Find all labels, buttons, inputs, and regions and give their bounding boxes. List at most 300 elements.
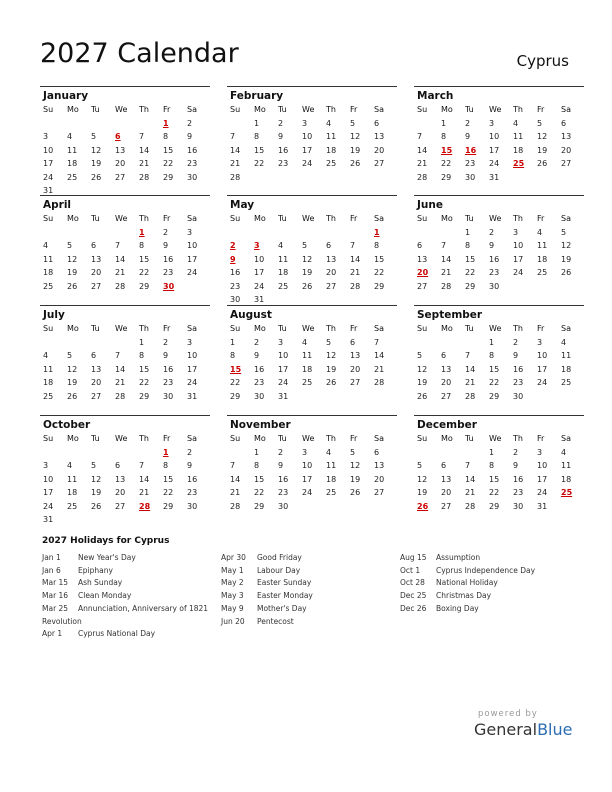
month-december [414,415,584,513]
holiday-item [42,603,220,616]
day-cell: 27 [91,281,102,291]
holiday-day-cell: 6 [115,132,121,141]
month-november [227,415,397,513]
empty-cell [40,117,64,131]
day-cell: 13 [115,145,126,155]
day-cell: 11 [561,461,572,470]
day-cell: 3 [489,118,495,128]
weekday-header: Tu [91,434,100,443]
day-cell: 21 [230,159,241,168]
weekday-header: Su [417,324,428,333]
holiday-name: Clean Monday [78,591,132,601]
holiday-day-cell: 25 [561,488,573,497]
weekday-header: Th [326,434,336,443]
holiday-name: National Holiday [436,578,498,588]
day-cell: 20 [115,159,126,168]
weekday-header: Th [139,214,149,223]
weekday-header: Th [513,324,523,333]
day-cell: 17 [43,159,54,168]
holiday-name: Epiphany [78,565,113,575]
day-cell: 1 [489,447,495,457]
day-cell: 30 [254,391,265,401]
day-cell: 5 [417,461,423,470]
day-cell: 19 [67,378,78,387]
day-cell: 1 [254,447,260,457]
day-cell: 29 [163,172,174,182]
day-cell: 20 [374,474,385,484]
holiday-name: Mother's Day [257,603,307,613]
day-cell: 12 [537,132,548,141]
day-cell: 2 [489,227,495,237]
day-cell: 4 [43,241,49,250]
day-cell: 21 [465,378,476,387]
day-cell: 7 [465,461,471,470]
day-cell: 10 [489,132,500,141]
day-cell: 6 [561,118,567,128]
day-cell: 10 [278,351,289,360]
holiday-date: Dec 25 [400,591,427,601]
empty-cell [462,336,486,350]
weekday-header: Tu [465,434,474,443]
day-cell: 12 [417,474,428,484]
day-cell: 15 [254,474,265,484]
day-cell: 23 [187,488,198,497]
day-cell: 8 [441,132,447,141]
day-cell: 22 [489,378,500,387]
day-cell: 6 [374,118,380,128]
holiday-item [400,577,578,590]
day-cell: 14 [115,364,126,374]
holiday-name: Boxing Day [436,603,479,613]
weekday-header: Tu [465,324,474,333]
day-cell: 17 [278,364,289,374]
weekday-header: Tu [278,324,287,333]
day-cell: 4 [513,118,519,128]
day-cell: 22 [230,378,241,387]
day-cell: 30 [513,501,524,511]
day-cell: 21 [350,268,361,277]
weekday-header: Th [139,105,149,114]
weekday-header: Sa [561,434,571,443]
day-cell: 16 [230,268,241,277]
day-cell: 9 [278,461,284,470]
day-cell: 11 [326,461,337,470]
holiday-day-cell: 25 [513,159,525,168]
day-cell: 5 [326,337,332,347]
day-cell: 20 [326,268,337,277]
weekday-header: Mo [67,214,79,223]
holiday-date: Apr 1 [42,629,63,639]
weekday-header: Sa [374,434,384,443]
holiday-day-cell: 26 [417,501,429,511]
day-cell: 16 [187,145,198,155]
holiday-date: Dec 26 [400,603,427,613]
page-title: 2027 Calendar [40,38,239,69]
day-cell: 21 [230,488,241,497]
holiday-item [400,603,578,616]
day-cell: 29 [441,172,452,182]
holiday-name-continued: Revolution [42,616,82,626]
day-cell: 16 [278,474,289,484]
day-cell: 23 [513,378,524,387]
day-cell: 28 [465,501,476,511]
day-cell: 22 [254,488,265,497]
day-cell: 26 [91,172,102,182]
day-cell: 25 [43,281,54,291]
day-cell: 24 [537,378,548,387]
day-cell: 26 [350,159,361,168]
day-cell: 28 [350,281,361,291]
day-cell: 7 [115,351,121,360]
day-cell: 14 [139,474,150,484]
day-cell: 20 [441,378,452,387]
day-cell: 2 [163,337,169,347]
month-days-grid [40,103,210,198]
day-cell: 2 [163,227,169,237]
day-cell: 5 [302,241,308,250]
day-cell: 26 [326,378,337,387]
day-cell: 17 [537,474,548,484]
holiday-item [221,590,399,603]
weekday-header: Fr [537,324,545,333]
day-cell: 7 [441,241,447,250]
weekday-header: Mo [441,434,453,443]
holiday-item [42,565,220,578]
day-cell: 1 [230,337,236,347]
generalblue-logo[interactable] [474,720,572,739]
day-cell: 28 [115,391,126,401]
holiday-name: Labour Day [257,565,301,575]
weekday-header: Mo [67,324,79,333]
month-days-grid [40,432,210,527]
empty-cell [299,226,323,240]
day-cell: 23 [465,159,476,168]
weekday-header: Mo [254,324,266,333]
day-cell: 11 [278,254,289,264]
day-cell: 11 [561,351,572,360]
month-divider [227,415,397,416]
day-cell: 23 [513,488,524,497]
day-cell: 5 [350,118,356,128]
day-cell: 17 [302,474,313,484]
day-cell: 11 [326,132,337,141]
day-cell: 14 [441,254,452,264]
holiday-name: Annunciation, Anniversary of 1821 [78,603,209,613]
day-cell: 14 [230,474,241,484]
day-cell: 10 [537,461,548,470]
month-days-grid [414,103,584,184]
weekday-header: Su [417,434,428,443]
day-cell: 21 [115,378,126,387]
month-september [414,305,584,403]
day-cell: 9 [163,241,169,250]
holiday-date: May 3 [221,591,244,601]
month-divider [414,415,584,416]
weekday-header: Tu [278,105,287,114]
day-cell: 14 [465,364,476,374]
day-cell: 31 [43,186,54,195]
day-cell: 13 [441,474,452,484]
day-cell: 3 [43,132,49,141]
day-cell: 18 [561,364,572,374]
day-cell: 13 [417,254,428,264]
day-cell: 12 [417,364,428,374]
day-cell: 17 [43,488,54,497]
month-name: November [230,419,291,431]
day-cell: 8 [489,461,495,470]
day-cell: 18 [513,145,524,155]
holiday-date: Jan 1 [42,553,61,562]
day-cell: 7 [139,132,145,141]
holiday-date: Oct 1 [400,565,421,575]
day-cell: 27 [441,391,452,401]
day-cell: 21 [115,268,126,277]
weekday-header: Su [417,214,428,223]
holiday-name: Easter Sunday [257,578,312,588]
day-cell: 20 [115,488,126,497]
day-cell: 28 [115,281,126,291]
day-cell: 3 [302,447,308,457]
day-cell: 11 [43,254,54,264]
holiday-date: Jan 6 [42,565,61,575]
day-cell: 4 [561,337,567,347]
weekday-header: Sa [374,105,384,114]
weekday-header: Mo [67,105,79,114]
month-march [414,86,584,184]
day-cell: 6 [350,337,356,347]
day-cell: 21 [139,488,150,497]
month-days-grid [227,432,397,513]
weekday-header: Tu [278,214,287,223]
day-cell: 29 [163,501,174,511]
day-cell: 3 [537,447,543,457]
month-divider [40,195,210,196]
weekday-header: Sa [561,105,571,114]
day-cell: 1 [489,337,495,347]
day-cell: 3 [187,337,193,347]
day-cell: 7 [465,351,471,360]
day-cell: 24 [187,378,198,387]
day-cell: 11 [513,132,524,141]
month-name: March [417,90,454,102]
weekday-header: We [302,324,315,333]
month-days-grid [227,212,397,307]
weekday-header: We [489,324,502,333]
day-cell: 23 [489,268,500,277]
day-cell: 8 [139,241,145,250]
day-cell: 4 [326,118,332,128]
holiday-item [221,616,399,629]
holiday-item [42,552,220,565]
day-cell: 23 [163,378,174,387]
day-cell: 7 [230,132,236,141]
weekday-header: Th [326,214,336,223]
month-days-grid [414,432,584,513]
day-cell: 5 [537,118,543,128]
day-cell: 29 [230,391,241,401]
weekday-header: We [302,105,315,114]
weekday-header: Su [43,324,54,333]
day-cell: 18 [537,254,548,264]
empty-cell [323,226,347,240]
day-cell: 18 [278,268,289,277]
day-cell: 25 [326,159,337,168]
day-cell: 16 [489,254,500,264]
day-cell: 16 [513,474,524,484]
day-cell: 9 [163,351,169,360]
empty-cell [64,117,88,131]
holiday-date: Aug 15 [400,553,427,562]
day-cell: 27 [441,501,452,511]
day-cell: 9 [187,461,193,470]
weekday-header: We [115,214,128,223]
day-cell: 4 [561,447,567,457]
empty-cell [136,117,160,131]
day-cell: 24 [489,159,500,168]
empty-cell [40,446,64,460]
day-cell: 31 [489,172,500,182]
day-cell: 8 [374,241,380,250]
day-cell: 20 [441,488,452,497]
weekday-header: We [115,105,128,114]
day-cell: 5 [417,351,423,360]
month-divider [227,86,397,87]
day-cell: 23 [187,159,198,168]
weekday-header: Tu [91,324,100,333]
day-cell: 16 [278,145,289,155]
day-cell: 18 [43,268,54,277]
day-cell: 1 [441,118,447,128]
day-cell: 12 [67,364,78,374]
weekday-header: We [489,214,502,223]
holiday-day-cell: 3 [254,241,260,250]
day-cell: 9 [187,132,193,141]
weekday-header: Mo [441,324,453,333]
month-october [40,415,210,527]
day-cell: 26 [537,159,548,168]
day-cell: 8 [254,461,260,470]
empty-cell [275,226,299,240]
day-cell: 12 [350,461,361,470]
day-cell: 3 [43,461,49,470]
weekday-header: Th [139,324,149,333]
day-cell: 14 [115,254,126,264]
weekday-header: Th [513,434,523,443]
holiday-day-cell: 15 [441,145,453,155]
month-divider [227,305,397,306]
day-cell: 18 [326,145,337,155]
month-days-grid [40,322,210,403]
day-cell: 22 [254,159,265,168]
day-cell: 15 [465,254,476,264]
day-cell: 18 [67,159,78,168]
day-cell: 27 [561,159,572,168]
day-cell: 22 [374,268,385,277]
day-cell: 25 [43,391,54,401]
day-cell: 4 [537,227,543,237]
month-name: April [43,199,72,211]
month-name: May [230,199,255,211]
holiday-name: Assumption [436,553,481,562]
weekday-header: We [115,434,128,443]
day-cell: 25 [537,268,548,277]
day-cell: 15 [489,364,500,374]
month-divider [414,86,584,87]
day-cell: 10 [43,145,54,155]
day-cell: 19 [302,268,313,277]
day-cell: 22 [139,378,150,387]
empty-cell [88,117,112,131]
day-cell: 19 [91,488,102,497]
holiday-name: New Year's Day [78,553,136,562]
day-cell: 26 [561,268,572,277]
month-divider [414,305,584,306]
weekday-header: Fr [163,214,171,223]
day-cell: 9 [465,132,471,141]
holiday-name: Cyprus Independence Day [436,565,536,575]
holiday-date: Mar 25 [42,603,69,613]
day-cell: 8 [230,351,236,360]
day-cell: 12 [561,241,572,250]
holiday-item [42,590,220,603]
month-name: June [417,199,443,211]
day-cell: 21 [417,159,428,168]
holiday-day-cell: 9 [230,254,236,264]
day-cell: 31 [537,501,548,511]
holiday-column [42,552,220,641]
day-cell: 24 [302,488,313,497]
day-cell: 15 [139,254,150,264]
day-cell: 28 [230,501,241,511]
day-cell: 8 [489,351,495,360]
day-cell: 20 [91,378,102,387]
weekday-header: Th [139,434,149,443]
day-cell: 8 [163,132,169,141]
day-cell: 10 [187,241,198,250]
empty-cell [112,117,136,131]
holiday-day-cell: 1 [163,447,169,457]
day-cell: 28 [441,281,452,291]
day-cell: 6 [115,461,121,470]
day-cell: 8 [139,351,145,360]
day-cell: 24 [278,378,289,387]
day-cell: 14 [350,254,361,264]
day-cell: 4 [67,461,73,470]
empty-cell [64,336,88,350]
empty-cell [64,446,88,460]
day-cell: 31 [254,295,265,304]
holiday-name: Pentecost [257,616,294,626]
day-cell: 27 [350,378,361,387]
day-cell: 13 [326,254,337,264]
day-cell: 26 [350,488,361,497]
weekday-header: Fr [537,105,545,114]
weekday-header: Fr [350,434,358,443]
holiday-day-cell: 2 [230,241,236,250]
day-cell: 25 [561,378,572,387]
day-cell: 15 [254,145,265,155]
day-cell: 14 [139,145,150,155]
weekday-header: We [302,434,315,443]
weekday-header: Su [230,105,241,114]
day-cell: 21 [374,364,385,374]
day-cell: 13 [91,364,102,374]
empty-cell [64,226,88,240]
day-cell: 2 [465,118,471,128]
day-cell: 24 [302,159,313,168]
day-cell: 13 [374,132,385,141]
day-cell: 25 [278,281,289,291]
